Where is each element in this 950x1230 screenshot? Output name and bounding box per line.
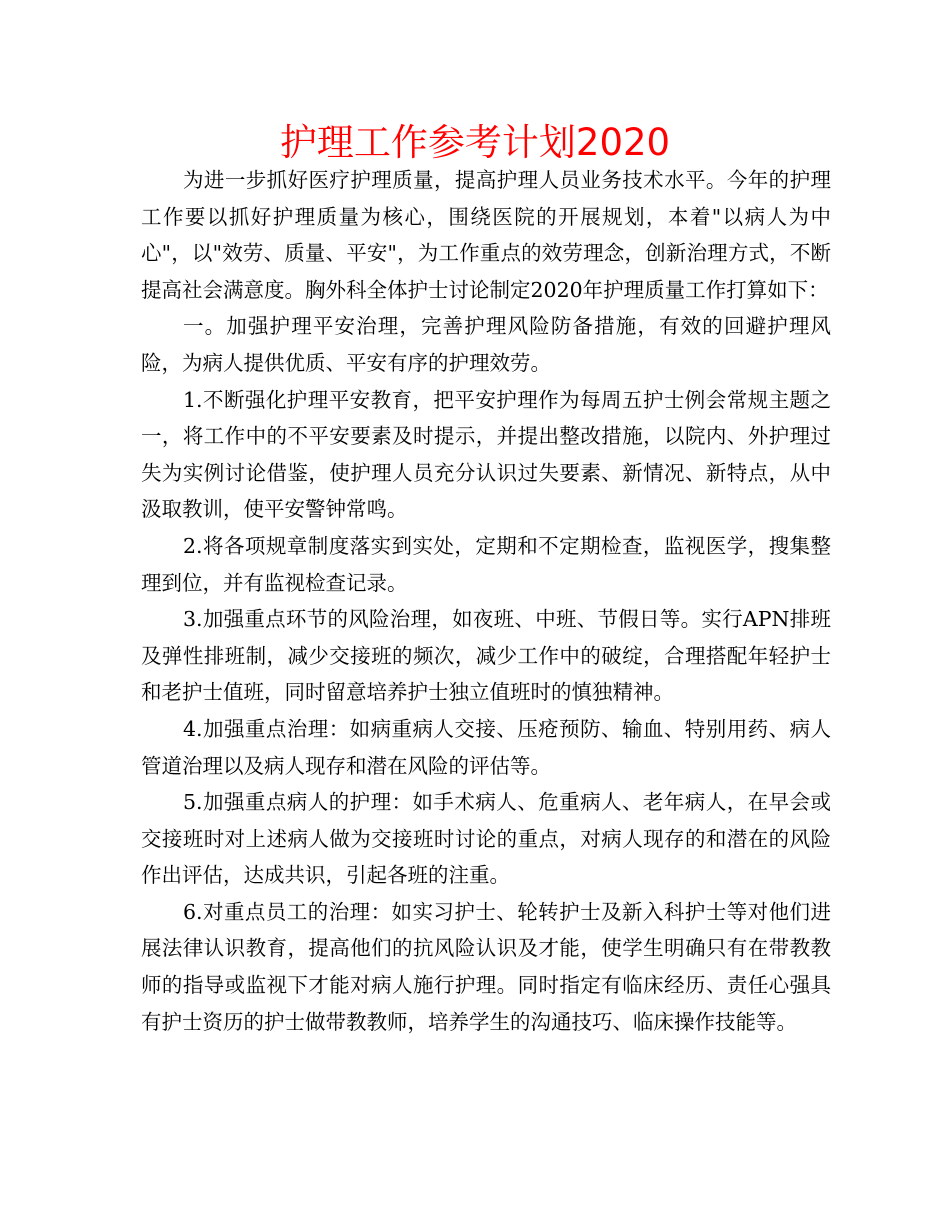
paragraph-item-6: 6.对重点员工的治理：如实习护士、轮转护士及新入科护士等对他们进展法律认识教育，提高他们的抗风险认识及才能，使学生明确只有在带教教师的指导或监视下才能对病人施行护理。同时指定有临床经历、责任心强具有护士资历的护士做带教教师，培养学生的沟通技巧、临床操作技能等。 [141,899,831,1034]
document-title: 护理工作参考计划2020 [279,121,671,164]
paragraph-item-5: 5.加强重点病人的护理：如手术病人、危重病人、老年病人，在早会或交接班时对上述病人做为交接班时讨论的重点，对病人现存的和潜在的风险作出评估，达成共识，引起各班的注重。 [141,790,831,888]
paragraph-item-2: 2.将各项规章制度落实到实处，定期和不定期检查，监视医学，搜集整理到位，并有监视检查记录。 [141,533,831,595]
paragraph-item-1: 1.不断强化护理平安教育，把平安护理作为每周五护士例会常规主题之一，将工作中的不平安要素及时提示，并提出整改措施，以院内、外护理过失为实例讨论借鉴，使护理人员充分认识过失要素、新情况、新特点，从中汲取教训，使平安警钟常鸣。 [141,387,831,522]
paragraph-section-1: 一。加强护理平安治理，完善护理风险防备措施，有效的回避护理风险，为病人提供优质、平安有序的护理效劳。 [141,314,831,375]
paragraph-item-3: 3.加强重点环节的风险治理，如夜班、中班、节假日等。实行APN排班及弹性排班制，减少交接班的频次，减少工作中的破绽，合理搭配年轻护士和老护士值班，同时留意培养护士独立值班时的慎独精神。 [141,607,831,705]
paragraph-intro: 为进一步抓好医疗护理质量，提高护理人员业务技术水平。今年的护理工作要以抓好护理质量为核心，围绕医院的开展规划，本着"以病人为中心"，以"效劳、质量、平安"，为工作重点的效劳理念，创新治理方式，不断提高社会满意度。胸外科全体护士讨论制定2020年护理质量工作打算如下： [141,168,831,302]
paragraph-item-4: 4.加强重点治理：如病重病人交接、压疮预防、输血、特别用药、病人管道治理以及病人现存和潜在风险的评估等。 [141,716,831,778]
document-body [141,162,831,1040]
